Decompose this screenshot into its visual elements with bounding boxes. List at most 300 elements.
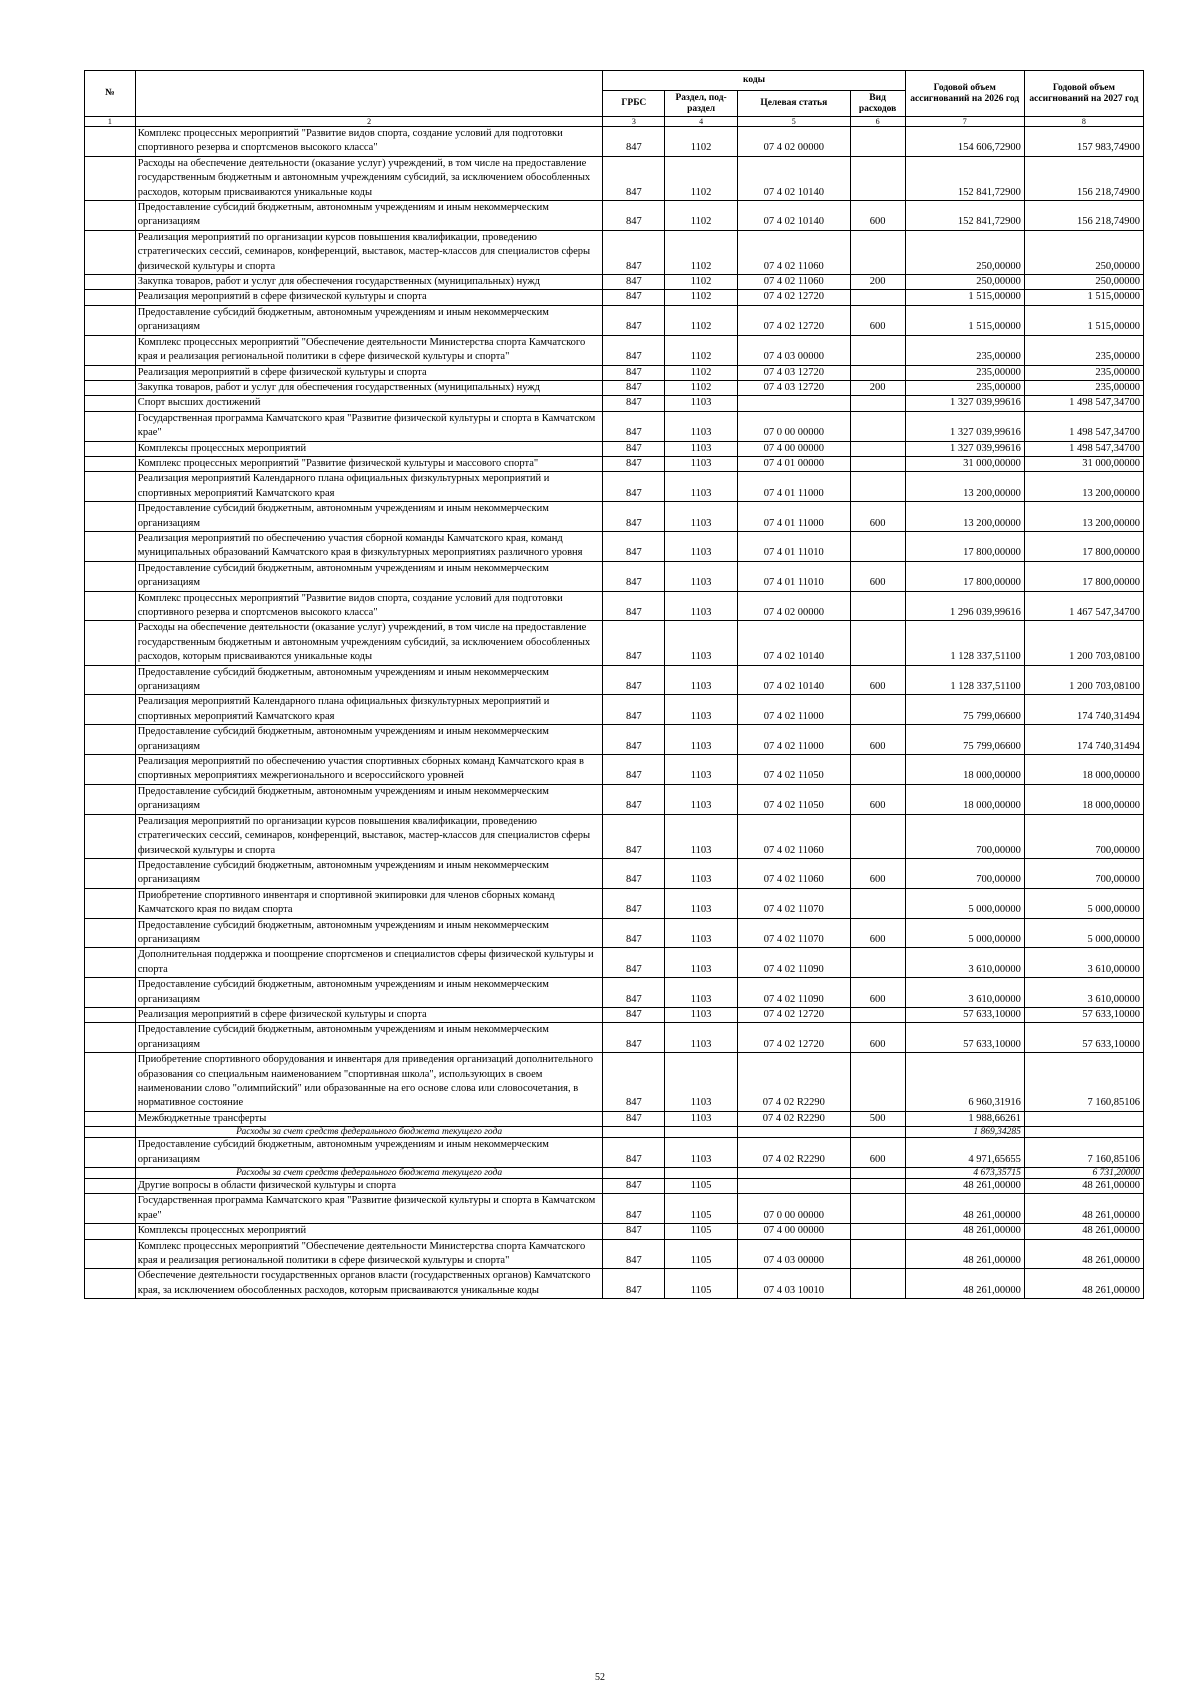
- table-row: [85, 156, 1144, 200]
- cell-name: Предоставление субсидий бюджетным, автономным учреждениям и иным некоммерческим организациям: [135, 1023, 603, 1053]
- cell-razdel: 1103: [665, 561, 738, 591]
- cell-target-article: 07 4 03 00000: [738, 335, 851, 365]
- col-header-num: №: [85, 71, 136, 117]
- cell-amount-2027: 48 261,00000: [1024, 1269, 1143, 1299]
- cell-razdel: 1103: [665, 1023, 738, 1053]
- table-row: [85, 1007, 1144, 1022]
- cell-amount-2026: 17 800,00000: [905, 561, 1024, 591]
- cell-razdel: 1103: [665, 918, 738, 948]
- cell-expense-type: [850, 591, 905, 621]
- cell-expense-type: [850, 695, 905, 725]
- cell-name: Приобретение спортивного инвентаря и спортивной экипировки для членов сборных команд Камчатского края по видам спорта: [135, 888, 603, 918]
- cell-name: Реализация мероприятий в сфере физической культуры и спорта: [135, 290, 603, 305]
- cell-amount-2026: 57 633,10000: [905, 1007, 1024, 1022]
- cell-grbs: 847: [603, 1239, 665, 1269]
- cell-amount-2026: 152 841,72900: [905, 201, 1024, 231]
- cell-num: [85, 695, 136, 725]
- cell-grbs: 847: [603, 456, 665, 471]
- cell-name: Приобретение спортивного оборудования и инвентаря для приведения организаций дополнительного образования со специальным наименованием "спортивная школа", использующих в своем наименовании слово "олимпийский" или образованные на его основе слова или словосочетания, в нормативное состояние: [135, 1053, 603, 1112]
- table-row: [85, 978, 1144, 1008]
- cell-amount-2027: 156 218,74900: [1024, 201, 1143, 231]
- table-row: [85, 1053, 1144, 1112]
- cell-amount-2027: 18 000,00000: [1024, 755, 1143, 785]
- cell-num: [85, 531, 136, 561]
- cell-expense-type: 600: [850, 201, 905, 231]
- cell-razdel: 1102: [665, 127, 738, 157]
- cell-grbs: 847: [603, 411, 665, 441]
- cell-num: [85, 1053, 136, 1112]
- cell-amount-2027: 3 610,00000: [1024, 948, 1143, 978]
- cell-amount-2026: 75 799,06600: [905, 695, 1024, 725]
- cell-target-article: 07 4 02 11060: [738, 230, 851, 274]
- cell-num: [85, 305, 136, 335]
- cell-razdel: 1103: [665, 1053, 738, 1112]
- cell-target-article: [738, 1168, 851, 1179]
- cell-grbs: 847: [603, 858, 665, 888]
- cell-amount-2026: 235,00000: [905, 365, 1024, 380]
- cell-amount-2027: 1 200 703,08100: [1024, 665, 1143, 695]
- cell-name: Предоставление субсидий бюджетным, автономным учреждениям и иным некоммерческим организациям: [135, 918, 603, 948]
- cell-name: Предоставление субсидий бюджетным, автономным учреждениям и иным некоммерческим организациям: [135, 201, 603, 231]
- table-row: [85, 365, 1144, 380]
- cell-grbs: 847: [603, 695, 665, 725]
- table-row: [85, 127, 1144, 157]
- cell-name: Реализация мероприятий Календарного плана официальных физкультурных мероприятий и спортивных мероприятий Камчатского края: [135, 695, 603, 725]
- cell-razdel: 1103: [665, 888, 738, 918]
- cell-expense-type: [850, 1269, 905, 1299]
- cell-grbs: 847: [603, 472, 665, 502]
- table-row: [85, 1194, 1144, 1224]
- cell-amount-2026: 700,00000: [905, 814, 1024, 858]
- cell-razdel: 1103: [665, 591, 738, 621]
- table-row: [85, 755, 1144, 785]
- cell-amount-2027: 235,00000: [1024, 380, 1143, 395]
- table-row: [85, 784, 1144, 814]
- cell-num: [85, 1138, 136, 1168]
- cell-num: [85, 725, 136, 755]
- cell-name: Государственная программа Камчатского края "Развитие физической культуры и спорта в Камчатском крае": [135, 1194, 603, 1224]
- cell-num: [85, 561, 136, 591]
- table-row: [85, 1269, 1144, 1299]
- cell-target-article: 07 4 03 12720: [738, 380, 851, 395]
- cell-amount-2026: 48 261,00000: [905, 1239, 1024, 1269]
- cell-razdel: 1103: [665, 456, 738, 471]
- cell-num: [85, 365, 136, 380]
- cell-target-article: 07 4 01 11010: [738, 531, 851, 561]
- cell-amount-2026: 700,00000: [905, 858, 1024, 888]
- col-index: 1: [85, 117, 136, 127]
- table-row: [85, 502, 1144, 532]
- cell-expense-type: 600: [850, 1023, 905, 1053]
- cell-num: [85, 948, 136, 978]
- cell-name: Комплекс процессных мероприятий "Развитие видов спорта, создание условий для подготовки спортивного резерва и спортсменов высокого класса": [135, 127, 603, 157]
- table-row: [85, 531, 1144, 561]
- cell-razdel: 1103: [665, 948, 738, 978]
- cell-target-article: 07 4 02 11060: [738, 814, 851, 858]
- cell-name: Предоставление субсидий бюджетным, автономным учреждениям и иным некоммерческим организациям: [135, 665, 603, 695]
- cell-razdel: 1102: [665, 156, 738, 200]
- cell-expense-type: [850, 230, 905, 274]
- cell-num: [85, 1007, 136, 1022]
- cell-target-article: 07 0 00 00000: [738, 411, 851, 441]
- cell-grbs: 847: [603, 396, 665, 411]
- table-row: [85, 725, 1144, 755]
- table-row: [85, 201, 1144, 231]
- cell-target-article: 07 4 02 11090: [738, 948, 851, 978]
- cell-num: [85, 1127, 136, 1138]
- cell-target-article: 07 4 02 12720: [738, 1007, 851, 1022]
- cell-expense-type: [850, 948, 905, 978]
- cell-grbs: 847: [603, 290, 665, 305]
- cell-grbs: 847: [603, 305, 665, 335]
- cell-amount-2026: 75 799,06600: [905, 725, 1024, 755]
- table-row: [85, 1179, 1144, 1194]
- cell-expense-type: 600: [850, 858, 905, 888]
- cell-num: [85, 1194, 136, 1224]
- cell-name: Дополнительная поддержка и поощрение спортсменов и специалистов сферы физической культуры и спорта: [135, 948, 603, 978]
- cell-grbs: 847: [603, 591, 665, 621]
- cell-name: Предоставление субсидий бюджетным, автономным учреждениям и иным некоммерческим организациям: [135, 1138, 603, 1168]
- col-header-razdel: Раздел, под-раздел: [665, 91, 738, 117]
- cell-razdel: 1103: [665, 411, 738, 441]
- table-row: [85, 591, 1144, 621]
- cell-target-article: 07 4 01 11000: [738, 472, 851, 502]
- cell-expense-type: [850, 1007, 905, 1022]
- cell-target-article: 07 4 02 00000: [738, 591, 851, 621]
- cell-amount-2026: 1 296 039,99616: [905, 591, 1024, 621]
- table-row: [85, 888, 1144, 918]
- cell-amount-2027: 48 261,00000: [1024, 1224, 1143, 1239]
- cell-razdel: 1105: [665, 1194, 738, 1224]
- cell-target-article: 07 4 02 10140: [738, 156, 851, 200]
- cell-target-article: 07 4 00 00000: [738, 441, 851, 456]
- cell-amount-2026: 1 515,00000: [905, 305, 1024, 335]
- cell-amount-2026: 48 261,00000: [905, 1194, 1024, 1224]
- table-row: [85, 456, 1144, 471]
- cell-num: [85, 411, 136, 441]
- cell-num: [85, 621, 136, 665]
- cell-grbs: 847: [603, 380, 665, 395]
- cell-expense-type: [850, 335, 905, 365]
- cell-amount-2026: 1 327 039,99616: [905, 396, 1024, 411]
- cell-razdel: 1102: [665, 275, 738, 290]
- cell-target-article: [738, 1179, 851, 1194]
- cell-amount-2027: 1 200 703,08100: [1024, 621, 1143, 665]
- cell-amount-2027: [1024, 1127, 1143, 1138]
- cell-amount-2026: 4 971,65655: [905, 1138, 1024, 1168]
- table-row: [85, 1111, 1144, 1126]
- cell-amount-2027: 174 740,31494: [1024, 695, 1143, 725]
- cell-amount-2027: 57 633,10000: [1024, 1007, 1143, 1022]
- cell-razdel: 1105: [665, 1269, 738, 1299]
- cell-amount-2027: 7 160,85106: [1024, 1053, 1143, 1112]
- table-row: [85, 948, 1144, 978]
- cell-target-article: 07 4 01 00000: [738, 456, 851, 471]
- cell-razdel: 1103: [665, 441, 738, 456]
- cell-grbs: 847: [603, 531, 665, 561]
- cell-num: [85, 502, 136, 532]
- cell-target-article: 07 4 02 10140: [738, 621, 851, 665]
- cell-num: [85, 1269, 136, 1299]
- cell-grbs: 847: [603, 230, 665, 274]
- cell-amount-2027: 5 000,00000: [1024, 888, 1143, 918]
- col-header-2026: Годовой объем ассигнований на 2026 год: [905, 71, 1024, 117]
- cell-amount-2026: 1 327 039,99616: [905, 441, 1024, 456]
- cell-amount-2026: 235,00000: [905, 335, 1024, 365]
- cell-target-article: 07 4 00 00000: [738, 1224, 851, 1239]
- cell-target-article: 07 4 02 11000: [738, 725, 851, 755]
- cell-razdel: 1105: [665, 1179, 738, 1194]
- cell-grbs: 847: [603, 888, 665, 918]
- cell-amount-2027: 1 498 547,34700: [1024, 396, 1143, 411]
- cell-target-article: 07 4 02 11050: [738, 755, 851, 785]
- cell-target-article: 07 4 02 00000: [738, 127, 851, 157]
- cell-target-article: 07 4 02 12720: [738, 290, 851, 305]
- cell-razdel: 1102: [665, 365, 738, 380]
- cell-target-article: 07 0 00 00000: [738, 1194, 851, 1224]
- table-row: [85, 918, 1144, 948]
- cell-target-article: 07 4 02 10140: [738, 665, 851, 695]
- cell-target-article: 07 4 03 10010: [738, 1269, 851, 1299]
- cell-amount-2027: 1 515,00000: [1024, 290, 1143, 305]
- cell-amount-2027: 5 000,00000: [1024, 918, 1143, 948]
- cell-num: [85, 380, 136, 395]
- cell-grbs: 847: [603, 755, 665, 785]
- col-index: 4: [665, 117, 738, 127]
- cell-grbs: 847: [603, 814, 665, 858]
- cell-target-article: 07 4 02 R2290: [738, 1053, 851, 1112]
- table-row: [85, 561, 1144, 591]
- cell-amount-2026: 48 261,00000: [905, 1179, 1024, 1194]
- cell-num: [85, 335, 136, 365]
- cell-amount-2027: 700,00000: [1024, 814, 1143, 858]
- cell-expense-type: [850, 755, 905, 785]
- cell-expense-type: [850, 814, 905, 858]
- cell-amount-2027: 6 731,20000: [1024, 1168, 1143, 1179]
- cell-amount-2026: 4 673,35715: [905, 1168, 1024, 1179]
- table-row-federal: [85, 1168, 1144, 1179]
- table-row: [85, 305, 1144, 335]
- cell-amount-2026: 1 869,34285: [905, 1127, 1024, 1138]
- cell-amount-2027: 1 498 547,34700: [1024, 411, 1143, 441]
- cell-amount-2026: 3 610,00000: [905, 978, 1024, 1008]
- cell-grbs: 847: [603, 1194, 665, 1224]
- cell-target-article: 07 4 03 00000: [738, 1239, 851, 1269]
- cell-amount-2027: 13 200,00000: [1024, 472, 1143, 502]
- cell-name: Комплекс процессных мероприятий "Развитие физической культуры и массового спорта": [135, 456, 603, 471]
- cell-name: Предоставление субсидий бюджетным, автономным учреждениям и иным некоммерческим организациям: [135, 858, 603, 888]
- cell-expense-type: 600: [850, 725, 905, 755]
- cell-amount-2026: 1 327 039,99616: [905, 411, 1024, 441]
- cell-target-article: 07 4 02 11070: [738, 888, 851, 918]
- cell-amount-2027: 700,00000: [1024, 858, 1143, 888]
- cell-name: Реализация мероприятий в сфере физической культуры и спорта: [135, 1007, 603, 1022]
- cell-target-article: 07 4 02 11060: [738, 858, 851, 888]
- cell-expense-type: 500: [850, 1111, 905, 1126]
- cell-num: [85, 784, 136, 814]
- cell-amount-2027: 18 000,00000: [1024, 784, 1143, 814]
- cell-razdel: 1103: [665, 784, 738, 814]
- cell-amount-2027: 235,00000: [1024, 335, 1143, 365]
- cell-razdel: 1103: [665, 858, 738, 888]
- cell-expense-type: [850, 1224, 905, 1239]
- cell-razdel: 1103: [665, 665, 738, 695]
- cell-name: Предоставление субсидий бюджетным, автономным учреждениям и иным некоммерческим организациям: [135, 502, 603, 532]
- cell-target-article: [738, 396, 851, 411]
- cell-name: Реализация мероприятий по обеспечению участия сборной команды Камчатского края, команд муниципальных образований Камчатского края в физкультурных мероприятиях различного уровня: [135, 531, 603, 561]
- cell-num: [85, 1168, 136, 1179]
- cell-amount-2026: 3 610,00000: [905, 948, 1024, 978]
- cell-target-article: [738, 1127, 851, 1138]
- table-row: [85, 396, 1144, 411]
- cell-name: Комплекс процессных мероприятий "Обеспечение деятельности Министерства спорта Камчатского края и реализация региональной политики в сфере физической культуры и спорта": [135, 1239, 603, 1269]
- cell-grbs: 847: [603, 1179, 665, 1194]
- cell-name: Другие вопросы в области физической культуры и спорта: [135, 1179, 603, 1194]
- cell-target-article: 07 4 02 11070: [738, 918, 851, 948]
- cell-name: Комплекс процессных мероприятий "Обеспечение деятельности Министерства спорта Камчатского края и реализация региональной политики в сфере физической культуры и спорта": [135, 335, 603, 365]
- cell-razdel: 1105: [665, 1239, 738, 1269]
- cell-amount-2027: 1 467 547,34700: [1024, 591, 1143, 621]
- cell-expense-type: [850, 156, 905, 200]
- cell-num: [85, 978, 136, 1008]
- cell-num: [85, 275, 136, 290]
- table-row: [85, 695, 1144, 725]
- cell-expense-type: [850, 1194, 905, 1224]
- cell-name: Закупка товаров, работ и услуг для обеспечения государственных (муниципальных) нужд: [135, 380, 603, 395]
- cell-name: Комплекс процессных мероприятий "Развитие видов спорта, создание условий для подготовки спортивного резерва и спортсменов высокого класса": [135, 591, 603, 621]
- cell-expense-type: [850, 1053, 905, 1112]
- cell-razdel: 1102: [665, 290, 738, 305]
- cell-grbs: 847: [603, 441, 665, 456]
- cell-expense-type: [850, 1239, 905, 1269]
- cell-amount-2027: 1 515,00000: [1024, 305, 1143, 335]
- cell-amount-2027: 31 000,00000: [1024, 456, 1143, 471]
- cell-razdel: 1102: [665, 230, 738, 274]
- cell-grbs: 847: [603, 1007, 665, 1022]
- cell-target-article: 07 4 02 R2290: [738, 1138, 851, 1168]
- table-row-federal: [85, 1127, 1144, 1138]
- cell-razdel: 1103: [665, 472, 738, 502]
- cell-name: Предоставление субсидий бюджетным, автономным учреждениям и иным некоммерческим организациям: [135, 305, 603, 335]
- cell-amount-2026: 18 000,00000: [905, 784, 1024, 814]
- cell-name: Реализация мероприятий по организации курсов повышения квалификации, проведению стратегических сессий, семинаров, конференций, выставок, мастер-классов для специалистов сферы физической культуры и спорта: [135, 814, 603, 858]
- cell-target-article: 07 4 02 11050: [738, 784, 851, 814]
- cell-grbs: 847: [603, 275, 665, 290]
- cell-expense-type: [850, 888, 905, 918]
- cell-num: [85, 1111, 136, 1126]
- cell-target-article: 07 4 02 11000: [738, 695, 851, 725]
- cell-name: Реализация мероприятий по организации курсов повышения квалификации, проведению стратегических сессий, семинаров, конференций, выставок, мастер-классов для специалистов сферы физической культуры и спорта: [135, 230, 603, 274]
- cell-target-article: 07 4 01 11000: [738, 502, 851, 532]
- table-row: [85, 290, 1144, 305]
- cell-razdel: 1102: [665, 335, 738, 365]
- cell-razdel: 1102: [665, 380, 738, 395]
- cell-amount-2026: 6 960,31916: [905, 1053, 1024, 1112]
- cell-num: [85, 290, 136, 305]
- cell-razdel: 1103: [665, 814, 738, 858]
- table-row: [85, 858, 1144, 888]
- cell-razdel: 1103: [665, 755, 738, 785]
- table-row: [85, 621, 1144, 665]
- page-number: 52: [595, 1672, 605, 1683]
- cell-grbs: 847: [603, 978, 665, 1008]
- cell-name: Предоставление субсидий бюджетным, автономным учреждениям и иным некоммерческим организациям: [135, 725, 603, 755]
- budget-table-sheet: [84, 70, 1144, 1670]
- cell-razdel: 1103: [665, 1111, 738, 1126]
- table-row: [85, 275, 1144, 290]
- col-index: 5: [738, 117, 851, 127]
- cell-num: [85, 441, 136, 456]
- cell-amount-2026: 1 515,00000: [905, 290, 1024, 305]
- col-index: 7: [905, 117, 1024, 127]
- cell-razdel: 1105: [665, 1224, 738, 1239]
- cell-amount-2027: [1024, 1111, 1143, 1126]
- cell-expense-type: 200: [850, 380, 905, 395]
- col-header-codes: коды: [603, 71, 905, 91]
- cell-amount-2027: 157 983,74900: [1024, 127, 1143, 157]
- cell-grbs: 847: [603, 665, 665, 695]
- cell-name: Спорт высших достижений: [135, 396, 603, 411]
- cell-amount-2026: 18 000,00000: [905, 755, 1024, 785]
- cell-grbs: 847: [603, 621, 665, 665]
- cell-amount-2026: 250,00000: [905, 275, 1024, 290]
- cell-amount-2026: 48 261,00000: [905, 1269, 1024, 1299]
- cell-grbs: [603, 1168, 665, 1179]
- cell-name: Предоставление субсидий бюджетным, автономным учреждениям и иным некоммерческим организациям: [135, 978, 603, 1008]
- cell-razdel: 1103: [665, 1138, 738, 1168]
- cell-expense-type: 600: [850, 1138, 905, 1168]
- cell-num: [85, 591, 136, 621]
- col-header-celevaya: Целевая статья: [738, 91, 851, 117]
- cell-amount-2027: 13 200,00000: [1024, 502, 1143, 532]
- cell-num: [85, 156, 136, 200]
- cell-amount-2027: 17 800,00000: [1024, 531, 1143, 561]
- cell-name: Реализация мероприятий по обеспечению участия спортивных сборных команд Камчатского края в спортивных мероприятиях межрегионального и всероссийского уровней: [135, 755, 603, 785]
- cell-amount-2026: 31 000,00000: [905, 456, 1024, 471]
- cell-expense-type: 200: [850, 275, 905, 290]
- cell-amount-2027: 17 800,00000: [1024, 561, 1143, 591]
- cell-grbs: 847: [603, 918, 665, 948]
- cell-grbs: 847: [603, 127, 665, 157]
- cell-num: [85, 888, 136, 918]
- cell-expense-type: 600: [850, 502, 905, 532]
- cell-razdel: [665, 1168, 738, 1179]
- table-row: [85, 1023, 1144, 1053]
- cell-grbs: 847: [603, 1138, 665, 1168]
- cell-amount-2027: 48 261,00000: [1024, 1179, 1143, 1194]
- cell-grbs: 847: [603, 1269, 665, 1299]
- cell-name: Обеспечение деятельности государственных органов власти (государственных органов) Камчатского края, за исключением обособленных расходов, которым присваиваются уникальные коды: [135, 1269, 603, 1299]
- cell-amount-2026: 13 200,00000: [905, 502, 1024, 532]
- cell-amount-2026: 48 261,00000: [905, 1224, 1024, 1239]
- table-row: [85, 1224, 1144, 1239]
- cell-grbs: 847: [603, 725, 665, 755]
- cell-amount-2026: 5 000,00000: [905, 888, 1024, 918]
- budget-table: [84, 70, 1144, 1299]
- cell-amount-2027: 156 218,74900: [1024, 156, 1143, 200]
- cell-num: [85, 456, 136, 471]
- table-row: [85, 1239, 1144, 1269]
- cell-grbs: 847: [603, 561, 665, 591]
- cell-expense-type: [850, 411, 905, 441]
- cell-grbs: 847: [603, 1023, 665, 1053]
- cell-razdel: 1103: [665, 695, 738, 725]
- cell-amount-2026: 17 800,00000: [905, 531, 1024, 561]
- cell-expense-type: [850, 472, 905, 502]
- cell-num: [85, 665, 136, 695]
- cell-razdel: 1103: [665, 978, 738, 1008]
- cell-amount-2026: 1 128 337,51100: [905, 665, 1024, 695]
